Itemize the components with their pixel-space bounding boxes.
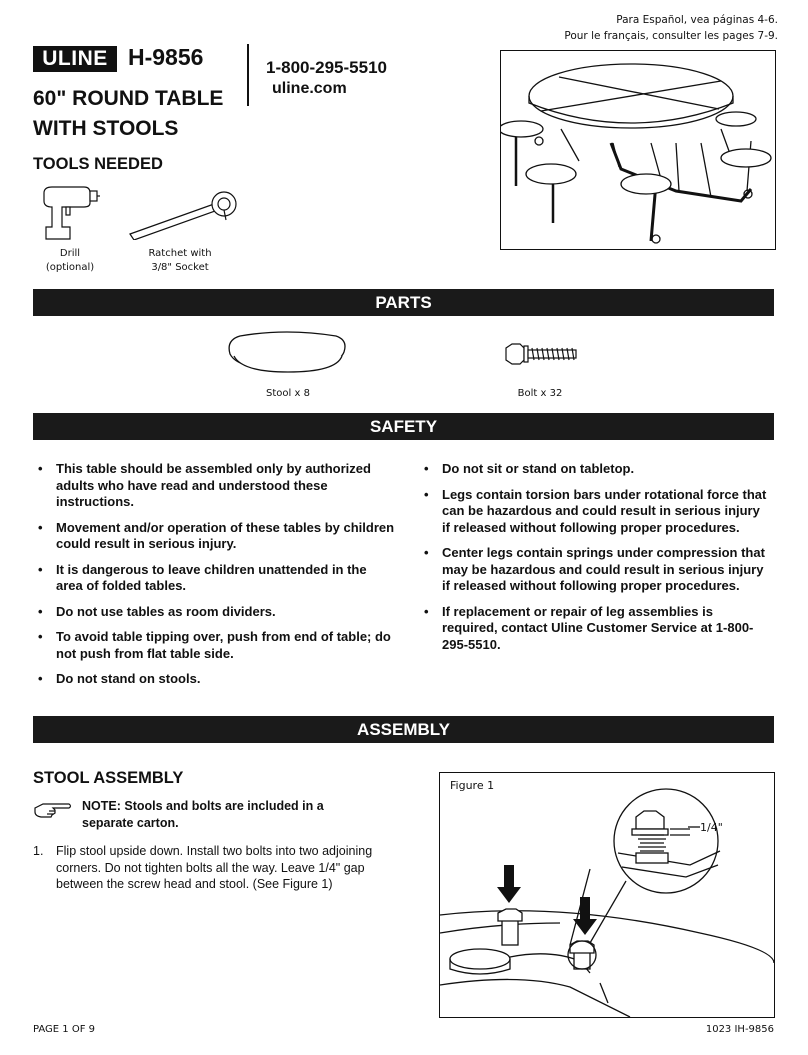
safety-list-right — [422, 461, 767, 662]
figure-1 — [439, 772, 775, 1018]
assembly-step-1 — [33, 843, 403, 893]
step-text: Flip stool upside down. Install two bolts into two adjoining corners. Do not tighten bolts all the way. Leave 1/4" gap between the screw head and stool. (See Figure 1) — [56, 844, 373, 891]
list-item: • Do not sit or stand on tabletop. — [422, 461, 767, 478]
document-code: 1023 IH-9856 — [705, 1024, 774, 1035]
safety-section-bar: SAFETY — [33, 413, 774, 440]
title-line-2: WITH STOOLS — [33, 117, 179, 140]
parts-label-stool: Stool x 8 — [266, 388, 310, 399]
page-title — [33, 84, 223, 144]
drill-label-line1: Drill — [59, 248, 81, 259]
header-divider — [247, 44, 249, 106]
assembly-section-bar: ASSEMBLY — [33, 716, 774, 743]
title-line-1: 60" ROUND TABLE — [33, 87, 224, 110]
website: uline.com — [272, 80, 347, 97]
ratchet-label-line2: 3/8" Socket — [151, 262, 209, 273]
drill-label-line2: (optional) — [45, 262, 95, 273]
tool-label-ratchet — [130, 247, 230, 275]
tool-label-drill — [30, 247, 110, 275]
figure-label: Figure 1 — [450, 779, 495, 792]
stool-bolt-diagram-icon — [440, 773, 774, 1017]
tools-heading: TOOLS NEEDED — [33, 155, 163, 173]
stool-note: NOTE: Stools and bolts are included in a separate carton. — [82, 799, 324, 830]
uline-logo: ULINE — [33, 46, 117, 72]
list-item: • Do not use tables as room dividers. — [36, 604, 396, 621]
safety-list-left — [36, 461, 396, 697]
table-illustration — [500, 50, 776, 250]
list-item: • It is dangerous to leave children unattended in the area of folded tables. — [36, 562, 396, 595]
stool-seat-icon — [226, 330, 350, 374]
stool-assembly-heading: STOOL ASSEMBLY — [33, 769, 184, 787]
list-item: • Center legs contain springs under compression that may be hazardous and could result in serious injury if released without following proper procedures. — [422, 545, 767, 595]
ratchet-icon — [124, 190, 244, 240]
bolt-icon — [504, 342, 580, 366]
drill-icon — [40, 183, 100, 241]
list-item: • Legs contain torsion bars under rotational force that can be hazardous and could result in serious injury if released without following proper procedures. — [422, 487, 767, 537]
list-item: • This table should be assembled only by authorized adults who have read and understood these instructions. — [36, 461, 396, 511]
french-reference: Pour le français, consulter les pages 7-9. — [564, 30, 778, 42]
list-item: • To avoid table tipping over, push from end of table; do not push from flat table side. — [36, 629, 396, 662]
pointing-hand-icon — [33, 800, 73, 820]
parts-section-bar: PARTS — [33, 289, 774, 316]
phone-number: 1-800-295-5510 — [266, 58, 387, 77]
spanish-reference: Para Español, vea páginas 4-6. — [616, 14, 778, 26]
list-item: • Movement and/or operation of these tables by children could result in serious injury. — [36, 520, 396, 553]
gap-callout: 1/4" — [700, 821, 723, 834]
round-table-with-stools-icon — [501, 51, 775, 249]
list-item: • Do not stand on stools. — [36, 671, 396, 688]
model-number: H-9856 — [128, 44, 204, 70]
step-number: 1. — [33, 844, 44, 858]
parts-label-bolt: Bolt x 32 — [517, 388, 563, 399]
ratchet-label-line1: Ratchet with — [148, 248, 212, 259]
page-number: PAGE 1 OF 9 — [33, 1024, 96, 1035]
list-item: • If replacement or repair of leg assemblies is required, contact Uline Customer Service at 1-800-295-5510. — [422, 604, 767, 654]
